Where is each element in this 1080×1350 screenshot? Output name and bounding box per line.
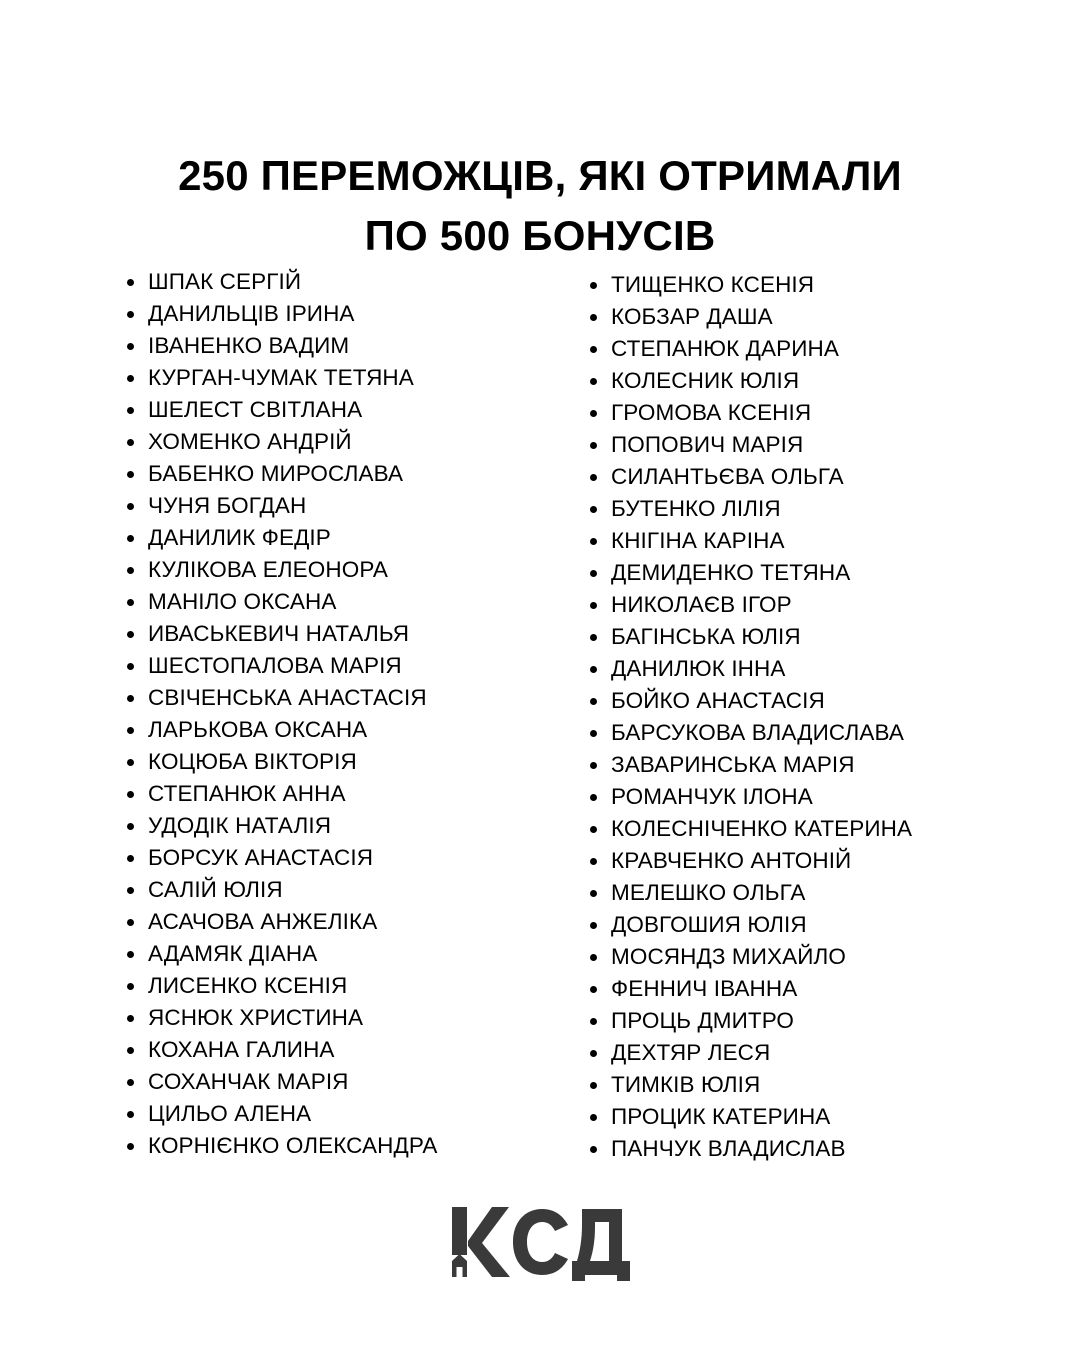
- bullet-icon: [590, 922, 597, 929]
- winner-name: МОСЯНДЗ МИХАЙЛО: [611, 944, 846, 969]
- winner-list-item: [126, 874, 566, 906]
- title-line-1: 250 ПЕРЕМОЖЦІВ, ЯКІ ОТРИМАЛИ: [178, 152, 902, 200]
- ksd-logo: [450, 1205, 632, 1281]
- bullet-icon: [590, 730, 597, 737]
- winner-name: ДЕМИДЕНКО ТЕТЯНА: [611, 560, 851, 585]
- winner-name: ПРОЦЬ ДМИТРО: [611, 1008, 794, 1033]
- page-title: [0, 146, 1080, 266]
- winner-name: КОЛЕСНИК ЮЛІЯ: [611, 368, 800, 393]
- winner-list-item: [589, 525, 1029, 557]
- bullet-icon: [590, 794, 597, 801]
- winner-name: ДЕХТЯР ЛЕСЯ: [611, 1040, 771, 1065]
- winner-name: БАРСУКОВА ВЛАДИСЛАВА: [611, 720, 904, 745]
- winner-name: БОРСУК АНАСТАСІЯ: [148, 845, 374, 870]
- bullet-icon: [127, 663, 134, 670]
- bullet-icon: [127, 1143, 134, 1150]
- bullet-icon: [590, 378, 597, 385]
- bullet-icon: [590, 1018, 597, 1025]
- bullet-icon: [590, 1082, 597, 1089]
- winner-list-item: [589, 461, 1029, 493]
- bullet-icon: [590, 890, 597, 897]
- winner-name: КНІГІНА КАРІНА: [611, 528, 785, 553]
- bullet-icon: [590, 506, 597, 513]
- bullet-icon: [127, 311, 134, 318]
- bullet-icon: [127, 407, 134, 414]
- winner-name: ПРОЦИК КАТЕРИНА: [611, 1104, 831, 1129]
- bullet-icon: [590, 954, 597, 961]
- winner-list-item: [589, 749, 1029, 781]
- bullet-icon: [590, 1050, 597, 1057]
- winner-list-item: [126, 682, 566, 714]
- winners-list-right: [589, 269, 1029, 1165]
- bullet-icon: [590, 1114, 597, 1121]
- bullet-icon: [127, 567, 134, 574]
- bullet-icon: [127, 695, 134, 702]
- winner-list-item: [589, 941, 1029, 973]
- winner-list-item: [126, 938, 566, 970]
- winner-name: ТИЩЕНКО КСЕНІЯ: [611, 272, 815, 297]
- bullet-icon: [590, 666, 597, 673]
- bullet-icon: [127, 855, 134, 862]
- winner-name: ЛИСЕНКО КСЕНІЯ: [148, 973, 348, 998]
- winner-list-item: [126, 1002, 566, 1034]
- bullet-icon: [590, 314, 597, 321]
- winner-list-item: [589, 1133, 1029, 1165]
- winner-list-item: [589, 1005, 1029, 1037]
- logo-letter-k-stem: [452, 1207, 467, 1255]
- winner-name: ТИМКІВ ЮЛІЯ: [611, 1072, 761, 1097]
- winner-name: ІВАНЕНКО ВАДИМ: [148, 333, 350, 358]
- bullet-icon: [127, 1079, 134, 1086]
- winner-name: ДОВГОШИЯ ЮЛІЯ: [611, 912, 807, 937]
- winner-name: ГРОМОВА КСЕНІЯ: [611, 400, 812, 425]
- bullet-icon: [127, 823, 134, 830]
- bullet-icon: [127, 535, 134, 542]
- winner-list-item: [589, 845, 1029, 877]
- winner-name: ПОПОВИЧ МАРІЯ: [611, 432, 804, 457]
- winner-list-item: [126, 1034, 566, 1066]
- winner-name: ШПАК СЕРГІЙ: [148, 269, 302, 294]
- bullet-icon: [127, 887, 134, 894]
- winner-list-item: [589, 877, 1029, 909]
- winner-list-item: [589, 397, 1029, 429]
- bullet-icon: [127, 727, 134, 734]
- bullet-icon: [127, 503, 134, 510]
- winner-list-item: [126, 1098, 566, 1130]
- bullet-icon: [590, 1146, 597, 1153]
- winner-name: СТЕПАНЮК АННА: [148, 781, 346, 806]
- winner-list-item: [589, 781, 1029, 813]
- winner-name: САЛІЙ ЮЛІЯ: [148, 877, 283, 902]
- bullet-icon: [590, 858, 597, 865]
- winner-name: КОБЗАР ДАША: [611, 304, 773, 329]
- bullet-icon: [127, 343, 134, 350]
- winner-name: УДОДІК НАТАЛІЯ: [148, 813, 332, 838]
- winner-name: ДАНИЛЬЦІВ ІРИНА: [148, 301, 355, 326]
- winner-list-item: [589, 813, 1029, 845]
- winner-list-item: [126, 490, 566, 522]
- winner-name: СТЕПАНЮК ДАРИНА: [611, 336, 839, 361]
- bullet-icon: [590, 538, 597, 545]
- winner-name: ЛАРЬКОВА ОКСАНА: [148, 717, 368, 742]
- bullet-icon: [590, 826, 597, 833]
- bullet-icon: [127, 631, 134, 638]
- winner-list-item: [126, 810, 566, 842]
- winner-list-item: [126, 842, 566, 874]
- winner-list-item: [126, 362, 566, 394]
- winner-name: МАНІЛО ОКСАНА: [148, 589, 337, 614]
- winner-name: СОХАНЧАК МАРІЯ: [148, 1069, 349, 1094]
- winner-list-item: [126, 618, 566, 650]
- winner-name: ПАНЧУК ВЛАДИСЛАВ: [611, 1136, 846, 1161]
- winner-list-item: [126, 1130, 566, 1162]
- winner-list-item: [126, 970, 566, 1002]
- winner-name: БУТЕНКО ЛІЛІЯ: [611, 496, 781, 521]
- bullet-icon: [590, 410, 597, 417]
- winner-name: КРАВЧЕНКО АНТОНІЙ: [611, 848, 852, 873]
- winner-name: ЗАВАРИНСЬКА МАРІЯ: [611, 752, 855, 777]
- winner-name: КУРГАН-ЧУМАК ТЕТЯНА: [148, 365, 414, 390]
- logo-house-icon: [452, 1254, 467, 1277]
- logo-letter-s: [513, 1209, 568, 1275]
- bullet-icon: [127, 1047, 134, 1054]
- bullet-icon: [590, 282, 597, 289]
- winner-list-item: [589, 653, 1029, 685]
- winner-name: ИВАСЬКЕВИЧ НАТАЛЬЯ: [148, 621, 410, 646]
- bullet-icon: [127, 1111, 134, 1118]
- winner-list-item: [126, 714, 566, 746]
- bullet-icon: [590, 762, 597, 769]
- winner-name: ЯСНЮК ХРИСТИНА: [148, 1005, 364, 1030]
- bullet-icon: [127, 439, 134, 446]
- winner-list-item: [126, 458, 566, 490]
- winner-name: АДАМЯК ДІАНА: [148, 941, 318, 966]
- winner-name: ШЕЛЕСТ СВІТЛАНА: [148, 397, 363, 422]
- bullet-icon: [590, 474, 597, 481]
- winner-list-item: [126, 426, 566, 458]
- bullet-icon: [127, 375, 134, 382]
- winner-list-item: [589, 1101, 1029, 1133]
- logo-letter-k-arms: [468, 1207, 510, 1277]
- bullet-icon: [127, 983, 134, 990]
- winner-name: МЕЛЕШКО ОЛЬГА: [611, 880, 806, 905]
- winner-list-item: [589, 1037, 1029, 1069]
- winner-list-item: [126, 650, 566, 682]
- winner-list-item: [126, 266, 566, 298]
- winner-list-item: [589, 589, 1029, 621]
- winner-list-item: [589, 365, 1029, 397]
- winner-name: БОЙКО АНАСТАСІЯ: [611, 688, 825, 713]
- bullet-icon: [590, 698, 597, 705]
- winner-list-item: [126, 298, 566, 330]
- bullet-icon: [590, 986, 597, 993]
- winner-name: АСАЧОВА АНЖЕЛІКА: [148, 909, 378, 934]
- logo-letter-d: [572, 1209, 630, 1281]
- bullet-icon: [590, 634, 597, 641]
- winner-list-item: [126, 522, 566, 554]
- winner-name: СВІЧЕНСЬКА АНАСТАСІЯ: [148, 685, 427, 710]
- winner-list-item: [589, 909, 1029, 941]
- winner-name: КОРНІЄНКО ОЛЕКСАНДРА: [148, 1133, 438, 1158]
- winner-name: ЧУНЯ БОГДАН: [148, 493, 307, 518]
- title-line-2: ПО 500 БОНУСІВ: [364, 212, 716, 260]
- bullet-icon: [127, 791, 134, 798]
- winner-name: КОЦЮБА ВІКТОРІЯ: [148, 749, 357, 774]
- winner-list-item: [126, 1066, 566, 1098]
- winner-list-item: [589, 973, 1029, 1005]
- winner-list-item: [126, 778, 566, 810]
- winner-list-item: [126, 554, 566, 586]
- bullet-icon: [127, 1015, 134, 1022]
- winner-name: БАГІНСЬКА ЮЛІЯ: [611, 624, 801, 649]
- bullet-icon: [127, 599, 134, 606]
- winner-name: ДАНИЛИК ФЕДІР: [148, 525, 331, 550]
- bullet-icon: [590, 346, 597, 353]
- winner-list-item: [126, 394, 566, 426]
- winner-name: ХОМЕНКО АНДРІЙ: [148, 429, 352, 454]
- bullet-icon: [127, 471, 134, 478]
- bullet-icon: [590, 570, 597, 577]
- winner-list-item: [589, 685, 1029, 717]
- bullet-icon: [127, 759, 134, 766]
- bullet-icon: [590, 442, 597, 449]
- winner-list-item: [589, 493, 1029, 525]
- winner-list-item: [589, 429, 1029, 461]
- winner-name: КОЛЕСНІЧЕНКО КАТЕРИНА: [611, 816, 913, 841]
- winner-list-item: [589, 269, 1029, 301]
- winner-name: РОМАНЧУК ІЛОНА: [611, 784, 813, 809]
- bullet-icon: [590, 602, 597, 609]
- winner-list-item: [589, 717, 1029, 749]
- bullet-icon: [127, 951, 134, 958]
- winner-list-item: [126, 330, 566, 362]
- bullet-icon: [127, 919, 134, 926]
- winner-list-item: [589, 333, 1029, 365]
- winner-name: ШЕСТОПАЛОВА МАРІЯ: [148, 653, 402, 678]
- winner-list-item: [126, 586, 566, 618]
- winner-list-item: [126, 906, 566, 938]
- winner-name: ДАНИЛЮК ІННА: [611, 656, 786, 681]
- winner-name: НИКОЛАЄВ ІГОР: [611, 592, 792, 617]
- logo-text: КСД: [450, 1205, 452, 1206]
- winner-name: КУЛІКОВА ЕЛЕОНОРА: [148, 557, 389, 582]
- bullet-icon: [127, 279, 134, 286]
- winner-name: ФЕННИЧ ІВАННА: [611, 976, 798, 1001]
- winners-list-left: [126, 266, 566, 1162]
- winner-list-item: [589, 557, 1029, 589]
- winner-name: ЦИЛЬО АЛЕНА: [148, 1101, 312, 1126]
- winner-name: БАБЕНКО МИРОСЛАВА: [148, 461, 404, 486]
- winner-list-item: [589, 1069, 1029, 1101]
- winner-name: СИЛАНТЬЄВА ОЛЬГА: [611, 464, 844, 489]
- winner-list-item: [126, 746, 566, 778]
- winner-name: КОХАНА ГАЛИНА: [148, 1037, 335, 1062]
- winner-list-item: [589, 301, 1029, 333]
- winner-list-item: [589, 621, 1029, 653]
